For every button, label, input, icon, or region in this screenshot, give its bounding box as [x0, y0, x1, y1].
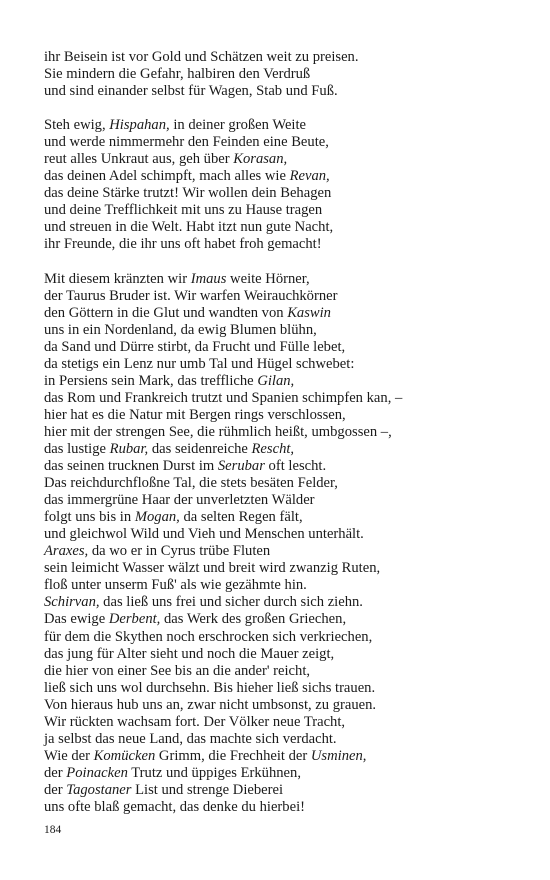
verse-line: Schirvan, das ließ uns frei und sicher durch sich ziehn. — [44, 594, 363, 611]
verse-line: das jung für Alter sieht und noch die Mauer zeigt, — [44, 645, 335, 662]
verse-line: in Persiens sein Mark, das treffliche Gilan, — [44, 372, 295, 389]
stanza — [44, 117, 514, 253]
verse-line: hier mit der strengen See, die rühmlich heißt, umbgossen –, — [44, 423, 392, 440]
verse-line: das deinen Adel schimpft, mach alles wie Revan, — [44, 168, 330, 185]
verse-line: hier hat es die Natur mit Bergen rings verschlossen, — [44, 406, 346, 423]
verse-line: ihr Freunde, die ihr uns oft habet froh gemacht! — [44, 236, 322, 253]
verse-line: das seinen trucknen Durst im Serubar oft lescht. — [44, 458, 327, 475]
verse-line: und streuen in die Welt. Habt itzt nun gute Nacht, — [44, 219, 334, 236]
page-number: 184 — [44, 824, 62, 836]
verse-line: das immergrüne Haar der unverletzten Wälder — [44, 492, 315, 509]
verse-line: und werde nimmermehr den Feinden eine Beute, — [44, 134, 329, 151]
verse-line: und gleichwol Wild und Vieh und Menschen unterhält. — [44, 526, 364, 543]
verse-line: ja selbst das neue Land, das machte sich verdacht. — [44, 730, 337, 747]
verse-line: uns ofte blaß gemacht, das denke du hierbei! — [44, 798, 305, 815]
verse-line: ließ sich uns wol durchsehn. Bis hieher ließ sichs trauen. — [44, 679, 376, 696]
verse-line: reut alles Unkraut aus, geh über Korasan, — [44, 151, 288, 168]
verse-line: sein leimicht Wasser wälzt und breit wird zwanzig Ruten, — [44, 560, 381, 577]
verse-line: der Poinacken Trutz und üppiges Erkühnen, — [44, 764, 301, 781]
verse-line: das lustige Rubar, das seidenreiche Rescht, — [44, 440, 295, 457]
verse-line: und sind einander selbst für Wagen, Stab und Fuß. — [44, 83, 338, 100]
verse-line: Wir rückten wachsam fort. Der Völker neue Tracht, — [44, 713, 346, 730]
verse-line: den Göttern in die Glut und wandten von Kaswin — [44, 304, 331, 321]
verse-line: Das ewige Derbent, das Werk des großen Griechen, — [44, 611, 347, 628]
verse-line: folgt uns bis in Mogan, da selten Regen fält, — [44, 509, 303, 526]
verse-line: da stetigs ein Lenz nur umb Tal und Hügel schwebet: — [44, 355, 355, 372]
poem-text — [44, 49, 514, 833]
stanza — [44, 49, 514, 100]
verse-line: das Rom und Frankreich trutzt und Spanien schimpfen kan, – — [44, 389, 403, 406]
verse-line: für dem die Skythen noch erschrocken sich verkriechen, — [44, 628, 373, 645]
verse-line: das deine Stärke trutzt! Wir wollen dein Behagen — [44, 185, 332, 202]
verse-line: floß unter unserm Fuß' als wie gezähmte hin. — [44, 577, 307, 594]
verse-line: Mit diesem kränzten wir Imaus weite Hörner, — [44, 270, 310, 287]
verse-line: die hier von einer See bis an die ander' reicht, — [44, 662, 311, 679]
verse-line: und deine Trefflichkeit mit uns zu Hause tragen — [44, 202, 323, 219]
verse-line: Das reichdurchfloßne Tal, die stets besäten Felder, — [44, 475, 338, 492]
verse-line: Araxes, da wo er in Cyrus trübe Fluten — [44, 543, 271, 560]
verse-line: Wie der Komücken Grimm, die Frechheit der Usminen, — [44, 747, 367, 764]
verse-line: der Tagostaner List und strenge Dieberei — [44, 781, 284, 798]
verse-line: da Sand und Dürre stirbt, da Frucht und Fülle lebet, — [44, 338, 346, 355]
verse-line: Steh ewig, Hispahan, in deiner großen Weite — [44, 117, 307, 134]
verse-line: Sie mindern die Gefahr, halbiren den Verdruß — [44, 66, 311, 83]
verse-line: der Taurus Bruder ist. Wir warfen Weirauchkörner — [44, 287, 338, 304]
stanza — [44, 271, 514, 817]
verse-line: Von hieraus hub uns an, zwar nicht umbsonst, zu grauen. — [44, 696, 377, 713]
verse-line: uns in ein Nordenland, da ewig Blumen blühn, — [44, 321, 317, 338]
verse-line: ihr Beisein ist vor Gold und Schätzen weit zu preisen. — [44, 49, 359, 65]
